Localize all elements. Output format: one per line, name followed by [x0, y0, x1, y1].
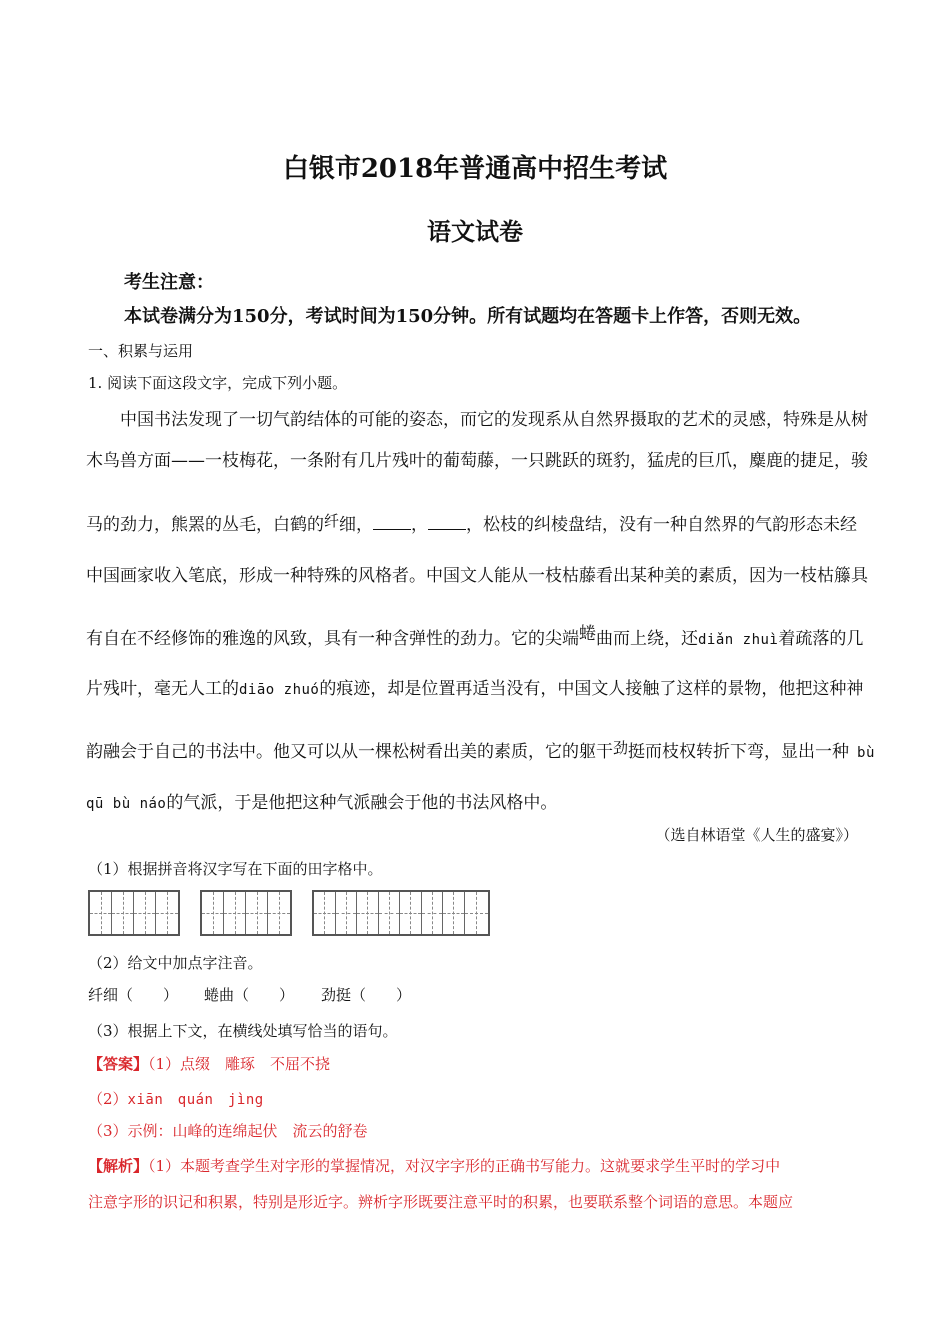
passage-text: 的痕迹，却是位置再适当没有，中国文人接触了这样的景物，他把这种神	[319, 679, 864, 699]
grid-cell[interactable]	[443, 892, 465, 934]
passage-line-2: 木鸟兽方面——一枝梅花，一条附有几片残叶的葡萄藤，一只跳跃的斑豹，猛虎的巨爪，麋鹿的捷足，骏	[86, 451, 868, 471]
analysis-label: 【解析】	[88, 1157, 149, 1175]
answer-line-3: （3）示例：山峰的连绵起伏 流云的舒卷	[88, 1122, 368, 1140]
tianzige-grid-diaozhuo[interactable]	[200, 890, 292, 936]
grid-cell[interactable]	[422, 892, 444, 934]
dotted-char-jing: 劲	[613, 739, 629, 757]
answer-line-2	[88, 1088, 264, 1109]
sub-question-1: （1）根据拼音将汉字写在下面的田字格中。	[88, 860, 383, 878]
passage-text: ，	[411, 515, 429, 535]
pinyin-dianzhui: diǎn zhuì	[698, 632, 779, 648]
grid-cell[interactable]	[336, 892, 358, 934]
grid-cell[interactable]	[465, 892, 488, 934]
answer-text: （1）点缀 雕琢 不屈不挠	[148, 1055, 331, 1073]
grid-cell[interactable]	[268, 892, 290, 934]
passage-source: （选自林语堂《人生的盛宴》）	[655, 826, 858, 844]
dotted-char-xian: 纤	[324, 512, 340, 530]
passage-text: 有自在不经修饰的雅逸的风致，具有一种含弹性的劲力。它的尖端	[86, 629, 579, 649]
tianzige-grid-buqubunao[interactable]	[312, 890, 490, 936]
analysis-line-2: 注意字形的识记和积累，特别是形近字。辨析字形既要注意平时的积累，也要联系整个词语的意思。本题应	[88, 1193, 794, 1211]
passage-text: 细，	[339, 515, 374, 535]
grid-cell[interactable]	[156, 892, 178, 934]
passage-line-4: 中国画家收入笔底，形成一种特殊的风格者。中国文人能从一枝枯藤看出某种美的素质，因为一枝枯籐具	[86, 566, 868, 586]
passage-line-5	[86, 624, 863, 649]
passage-line-8	[86, 788, 557, 813]
sub-question-3: （3）根据上下文，在横线处填写恰当的语句。	[88, 1022, 398, 1040]
pinyin-diaozhuo: diāo zhuó	[239, 682, 320, 698]
grid-cell[interactable]	[90, 892, 112, 934]
fill-blank-1[interactable]	[373, 515, 411, 530]
grid-cell[interactable]	[357, 892, 379, 934]
grid-cell[interactable]	[224, 892, 246, 934]
question-1-prompt: 1. 阅读下面这段文字，完成下列小题。	[88, 374, 348, 392]
passage-text: 挺而枝权转折下弯，显出一种	[628, 742, 850, 762]
pinyin-bu: bù	[857, 745, 875, 761]
annotation-item-jing: 劲挺（ ）	[321, 986, 412, 1004]
grid-cell[interactable]	[400, 892, 422, 934]
answer-label: 【答案】	[88, 1055, 149, 1073]
passage-line-3	[86, 510, 857, 535]
grid-cell[interactable]	[202, 892, 224, 934]
pinyin-buqubunao: qū bù náo	[86, 796, 167, 812]
answer-pinyin: xiān quán jìng	[127, 1092, 264, 1108]
passage-text: 片残叶，毫无人工的	[86, 679, 239, 699]
passage-text: 曲而上绕，还	[596, 629, 698, 649]
passage-line-6	[86, 674, 863, 699]
tianzige-grid-dianzhui[interactable]	[88, 890, 180, 936]
dotted-char-quan: 蜷	[579, 624, 596, 644]
fill-blank-2[interactable]	[428, 515, 466, 530]
passage-text: ，松枝的纠棱盘结，没有一种自然界的气韵形态未经	[466, 515, 858, 535]
notice-label: 考生注意：	[124, 272, 214, 293]
analysis-line-1	[88, 1155, 780, 1176]
passage-text: 着疏落的几	[778, 629, 864, 649]
answer-text: （2）	[88, 1090, 128, 1108]
annotation-item-quan: 蜷曲（ ）	[204, 986, 295, 1004]
passage-line-7	[86, 737, 875, 762]
analysis-text: （1）本题考查学生对字形的掌握情况，对汉字字形的正确书写能力。这就要求学生平时的学习中	[148, 1157, 781, 1175]
annotation-item-xian: 纤细（ ）	[88, 986, 179, 1004]
grid-cell[interactable]	[314, 892, 336, 934]
grid-cell[interactable]	[112, 892, 134, 934]
answer-line-1	[88, 1053, 330, 1074]
section-heading: 一、积累与运用	[88, 342, 194, 360]
passage-text: 的气派，于是他把这种气派融会于他的书法风格中。	[166, 793, 558, 813]
grid-cell[interactable]	[134, 892, 156, 934]
page-subtitle: 语文试卷	[427, 217, 523, 246]
passage-text: 韵融会于自己的书法中。他又可以从一棵松树看出美的素质，它的躯干	[86, 742, 613, 762]
notice-text: 本试卷满分为150分，考试时间为150分钟。所有试题均在答题卡上作答，否则无效。	[124, 306, 812, 327]
page-title: 白银市2018年普通高中招生考试	[282, 154, 668, 184]
grid-cell[interactable]	[379, 892, 401, 934]
passage-line-1: 中国书法发现了一切气韵结体的可能的姿态，而它的发现系从自然界摄取的艺术的灵感，特殊是从树	[120, 410, 868, 430]
grid-cell[interactable]	[246, 892, 268, 934]
passage-text: 马的劲力，熊罴的丛毛，白鹤的	[86, 515, 324, 535]
sub-question-2: （2）给文中加点字注音。	[88, 954, 263, 972]
